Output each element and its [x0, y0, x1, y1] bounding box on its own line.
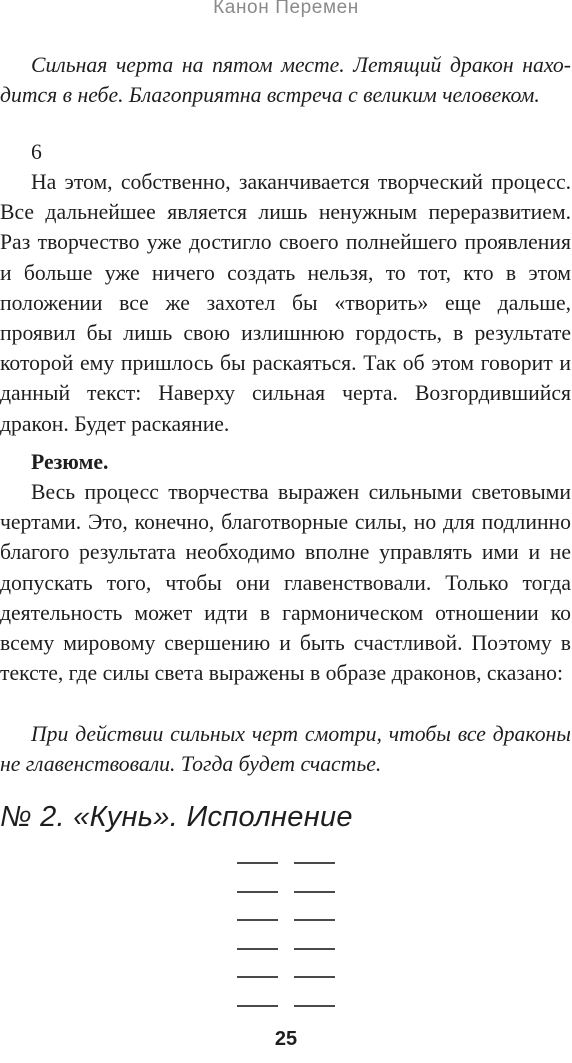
- hexagram-broken-line: [237, 948, 335, 950]
- line-segment-right: [294, 919, 335, 921]
- paragraph-fifth-line: Сильная черта на пятом месте. Летящий дракон находится в небе. Благоприятна встреча с великим человеком.: [0, 53, 571, 108]
- section-title: № 2. «Кунь». Исполнение: [0, 801, 353, 833]
- line-segment-right: [294, 1005, 335, 1007]
- resume-paragraph: Весь процесс творчества выражен сильными световыми чертами. Это, конечно, благотворные силы, но для подлинно благого результата необходимо вполне управлять ими и не допускать того, чтобы они главенствовали. Только тогда деятельность может идти в гармоническом отношении ко всему мировому свершению и быть счастливой. Поэтому в тексте, где силы света выражены в образе драконов, сказано:: [0, 480, 571, 686]
- line-segment-right: [294, 891, 335, 893]
- hexagram-broken-line: [237, 1005, 335, 1007]
- paragraph-six: На этом, собственно, заканчивается творческий процесс. Все дальнейшее является лишь ненужным переразвитием. Раз творчество уже достигло своего полнейшего проявления и больше уже ничего создать нельзя, то тот, кто в этом положении все же захотел бы «творить» еще дальше, проявил бы лишь свою излишнюю гордость, в результате которой ему пришлось бы раскаяться. Так об этом говорит и данный текст: Наверху сильная черта. Возгордившийся дракон. Будет раскаяние.: [0, 170, 571, 436]
- line-segment-left: [237, 948, 278, 950]
- resume-quote: При действии сильных черт смотри, чтобы все драконы не главенствовали. Тогда будет счастье.: [0, 722, 571, 777]
- line-segment-left: [237, 862, 278, 864]
- paragraph-number: 6: [31, 140, 42, 164]
- running-head: Канон Перемен: [213, 0, 359, 18]
- hexagram-kun: [237, 862, 335, 1022]
- hexagram-broken-line: [237, 862, 335, 864]
- line-segment-left: [237, 891, 278, 893]
- page-number: 25: [274, 1028, 298, 1050]
- hexagram-broken-line: [237, 919, 335, 921]
- line-segment-left: [237, 919, 278, 921]
- line-segment-right: [294, 948, 335, 950]
- hexagram-broken-line: [237, 976, 335, 978]
- line-segment-right: [294, 976, 335, 978]
- hexagram-broken-line: [237, 891, 335, 893]
- line-segment-left: [237, 976, 278, 978]
- line-segment-left: [237, 1005, 278, 1007]
- resume-heading: Резюме.: [31, 450, 109, 474]
- line-segment-right: [294, 862, 335, 864]
